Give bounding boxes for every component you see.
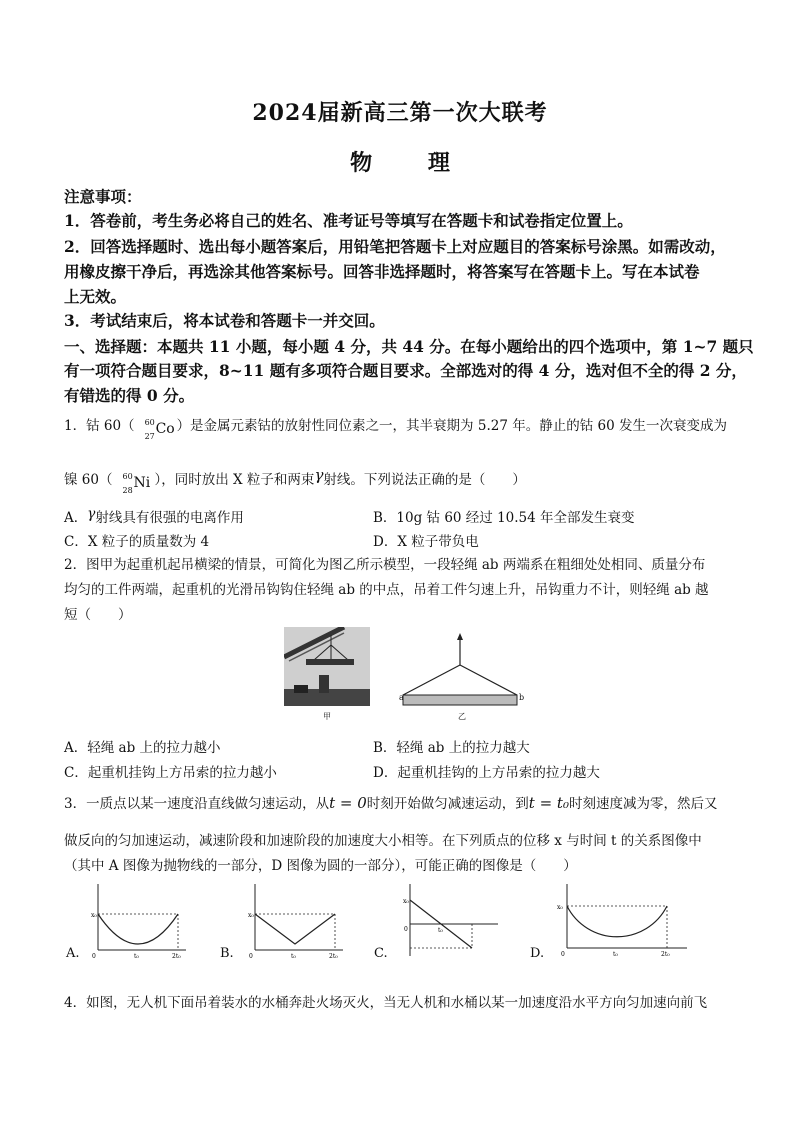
co-mass-number: 60 xyxy=(144,417,155,427)
q3-line-1 xyxy=(64,790,744,817)
q1-text-a: ）是金属元素钴的放射性同位素之一，其半衰期为 5.27 年。静止的钴 60 发生一次衰变成为 xyxy=(176,418,727,434)
q1-option-a-gamma: γ xyxy=(87,506,96,522)
q2-option-c: C．起重机挂钩上方吊索的拉力越小 xyxy=(64,765,277,781)
section-1-line-2: 有一项符合题目要求，8~11 题有多项符合题目要求。全部选对的得 4 分，选对但不全的得 2 分， xyxy=(64,361,747,380)
q1-ni-prefix: 镍 60（ xyxy=(64,472,113,488)
q1-option-a-text: 射线具有很强的电离作用 xyxy=(95,510,244,526)
graph-b-label: B. xyxy=(220,946,234,961)
q1-text-b: ），同时放出 X 粒子和两束 xyxy=(154,472,315,488)
q1-line-2 xyxy=(64,466,744,494)
q2-option-d: D．起重机挂钩的上方吊索的拉力越大 xyxy=(373,765,600,781)
ni-atomic-number: 28 xyxy=(122,485,133,495)
graph-b-origin: 0 xyxy=(249,953,253,960)
section-1-line-3: 有错选的得 0 分。 xyxy=(64,386,195,405)
graph-d-2t0: 2t₀ xyxy=(661,951,670,958)
ni-mass-number: 60 xyxy=(122,471,133,481)
q1-line-1 xyxy=(64,413,744,440)
q1-prefix: 1．钴 60（ xyxy=(64,418,135,434)
q4-line-1: 4．如图，无人机下面吊着装水的水桶奔赴火场灭火，当无人机和水桶以某一加速度沿水平方向匀加速向前飞 xyxy=(64,995,708,1011)
graph-d-origin: 0 xyxy=(561,951,565,958)
gamma-symbol: γ xyxy=(314,466,324,484)
figure-jia-caption: 甲 xyxy=(323,712,331,721)
graph-d-label: D. xyxy=(530,946,545,961)
graph-a-x0: x₀ xyxy=(91,912,97,919)
notice-heading: 注意事项： xyxy=(64,187,142,206)
notice-item-1: 1．答卷前，考生务必将自己的姓名、准考证号等填写在答题卡和试卷指定位置上。 xyxy=(64,211,633,230)
graph-c-t0: t₀ xyxy=(438,927,443,934)
cobalt-60-nuclide xyxy=(135,414,177,440)
q1-option-a-label: A． xyxy=(64,510,88,526)
graph-a xyxy=(88,882,188,960)
ni-symbol: Ni xyxy=(133,474,151,491)
graph-d-x0: x₀ xyxy=(557,904,563,911)
graph-b-2t0: 2t₀ xyxy=(329,953,338,960)
q1-option-b: B．10g 钴 60 经过 10.54 年全部发生衰变 xyxy=(373,510,635,526)
q2-option-b: B．轻绳 ab 上的拉力越大 xyxy=(373,740,530,756)
q1-option-a xyxy=(64,506,244,526)
crane-model-diagram xyxy=(395,625,525,717)
subject-title: 物 理 xyxy=(350,150,474,176)
exam-title: 2024届新高三第一次大联考 xyxy=(252,100,548,126)
q1-option-d: D．X 粒子带负电 xyxy=(373,534,479,550)
co-symbol: Co xyxy=(155,420,175,437)
q1-text-c: 射线。下列说法正确的是（ ） xyxy=(323,472,526,488)
notice-item-2-line-1: 2．回答选择题时、选出每小题答案后，用铅笔把答题卡上对应题目的答案标号涂黑。如需改动， xyxy=(64,237,726,256)
q3-line-3: （其中 A 图像为抛物线的一部分，D 图像为圆的一部分），可能正确的图像是（ ） xyxy=(64,858,577,874)
graph-b-x0: x₀ xyxy=(248,912,254,919)
label-b: b xyxy=(519,693,525,702)
graph-c-label: C. xyxy=(374,946,388,961)
q3-line-2: 做反向的匀加速运动，减速阶段和加速阶段的加速度大小相等。在下列质点的位移 x 与时间 t 的关系图像中 xyxy=(64,833,702,849)
nickel-60-nuclide xyxy=(112,468,154,494)
graph-b xyxy=(245,882,345,960)
graph-c-origin: 0 xyxy=(404,926,408,933)
graph-c xyxy=(400,882,500,960)
graph-a-origin: 0 xyxy=(92,953,96,960)
label-a: a xyxy=(399,693,404,702)
t-equals-t0: t = t₀ xyxy=(528,794,569,812)
section-1-line-1: 一、选择题：本题共 11 小题，每小题 4 分，共 44 分。在每小题给出的四个选项中，第 1~7 题只 xyxy=(64,337,754,356)
graph-d-t0: t₀ xyxy=(613,951,618,958)
graph-a-2t0: 2t₀ xyxy=(172,953,181,960)
notice-item-2-line-2: 用橡皮擦干净后，再选涂其他答案标号。回答非选择题时，将答案写在答题卡上。写在本试卷 xyxy=(64,262,700,281)
graph-d xyxy=(555,882,690,960)
notice-item-2-line-3: 上无效。 xyxy=(64,287,127,306)
co-atomic-number: 27 xyxy=(144,431,155,441)
q3-text-b: 时刻开始做匀减速运动，到 xyxy=(366,796,529,812)
q3-text-a: 3．一质点以某一速度沿直线做匀速运动，从 xyxy=(64,796,330,812)
graph-a-t0: t₀ xyxy=(134,953,139,960)
q2-option-a: A．轻绳 ab 上的拉力越小 xyxy=(64,740,221,756)
q2-line-1: 2．图甲为起重机起吊横梁的情景，可简化为图乙所示模型，一段轻绳 ab 两端系在粗细处处相同、质量分布 xyxy=(64,557,706,573)
graph-b-t0: t₀ xyxy=(291,953,296,960)
figure-yi-caption: 乙 xyxy=(458,712,466,721)
q2-line-3: 短（ ） xyxy=(64,607,132,623)
q2-line-2: 均匀的工件两端，起重机的光滑吊钩钩住轻绳 ab 的中点，吊着工件匀速上升，吊钩重力不计，则轻绳 ab 越 xyxy=(64,582,709,598)
t-equals-zero: t = 0 xyxy=(329,794,367,812)
graph-a-label: A. xyxy=(66,946,80,961)
q1-option-c: C．X 粒子的质量数为 4 xyxy=(64,534,210,550)
notice-item-3: 3．考试结束后，将本试卷和答题卡一并交回。 xyxy=(64,311,385,330)
graph-c-x0: x₀ xyxy=(403,898,409,905)
q3-text-c: 时刻速度减为零，然后又 xyxy=(568,796,718,812)
crane-photo xyxy=(284,627,370,706)
